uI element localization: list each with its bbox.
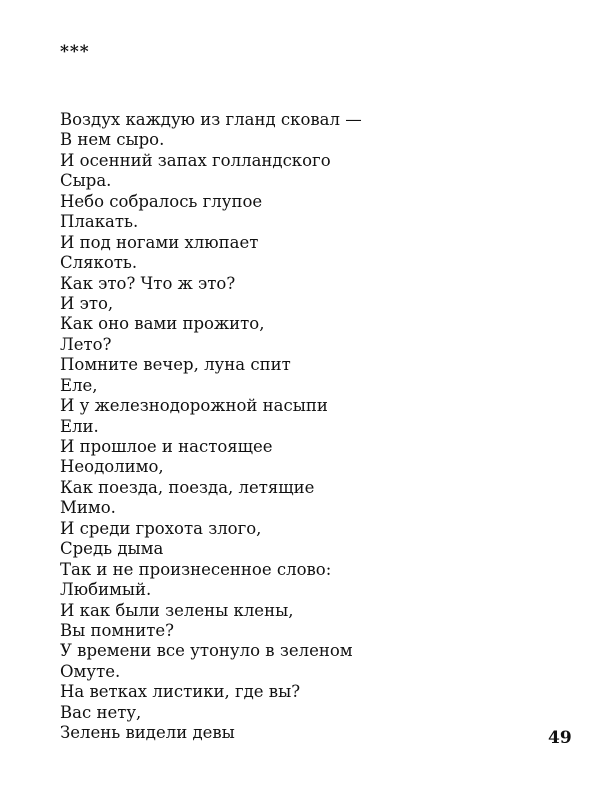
poem-line: Вы помните? — [60, 620, 175, 640]
poem-line: И как были зелены клены, — [60, 600, 294, 620]
poem-line: Омуте. — [60, 661, 121, 681]
poem-line: Небо собралось глупое — [60, 191, 263, 211]
poem-line: Сыра. — [60, 171, 112, 191]
poem-line: Вас нету, — [60, 702, 142, 722]
poem-line: И у железнодорожной насыпи — [60, 396, 328, 416]
section-separator: *** — [60, 42, 90, 62]
poem-line: В нем сыро. — [60, 130, 165, 150]
poem-line: И среди грохота злого, — [60, 518, 262, 538]
poem-line: И осенний запах голландского — [60, 150, 331, 170]
poem-line: Любимый. — [60, 580, 152, 600]
poem-line: Неодолимо, — [60, 457, 164, 477]
poem-line: Воздух каждую из гланд сковал — — [60, 110, 362, 129]
poem-line: Средь дыма — [60, 539, 164, 559]
poem-line: На ветках листики, где вы? — [60, 682, 301, 702]
poem-line: Слякоть. — [60, 253, 138, 273]
poem-line: Мимо. — [60, 498, 116, 518]
poem-line: Зелень видели девы — [60, 723, 235, 743]
poem-line: Ели. — [60, 416, 99, 436]
poem-line: Еле, — [60, 375, 98, 395]
poem-line: И это, — [60, 293, 114, 313]
poem-line: Как поезда, поезда, летящие — [60, 477, 315, 497]
poem-line: Лето? — [60, 334, 112, 354]
poem-line: Плакать. — [60, 212, 139, 232]
poem-line: Помните вечер, луна спит — [60, 355, 291, 375]
poem-text — [60, 110, 362, 744]
poem-line: Так и не произнесенное слово: — [60, 559, 332, 579]
poem-line: Как оно вами прожито, — [60, 314, 265, 334]
poem-line: И прошлое и настоящее — [60, 437, 273, 456]
poem-line: У времени все утонуло в зеленом — [60, 641, 353, 661]
poem-line: И под ногами хлюпает — [60, 232, 259, 252]
poem-line: Как это? Что ж это? — [60, 273, 236, 293]
page-number: 49 — [548, 728, 572, 748]
